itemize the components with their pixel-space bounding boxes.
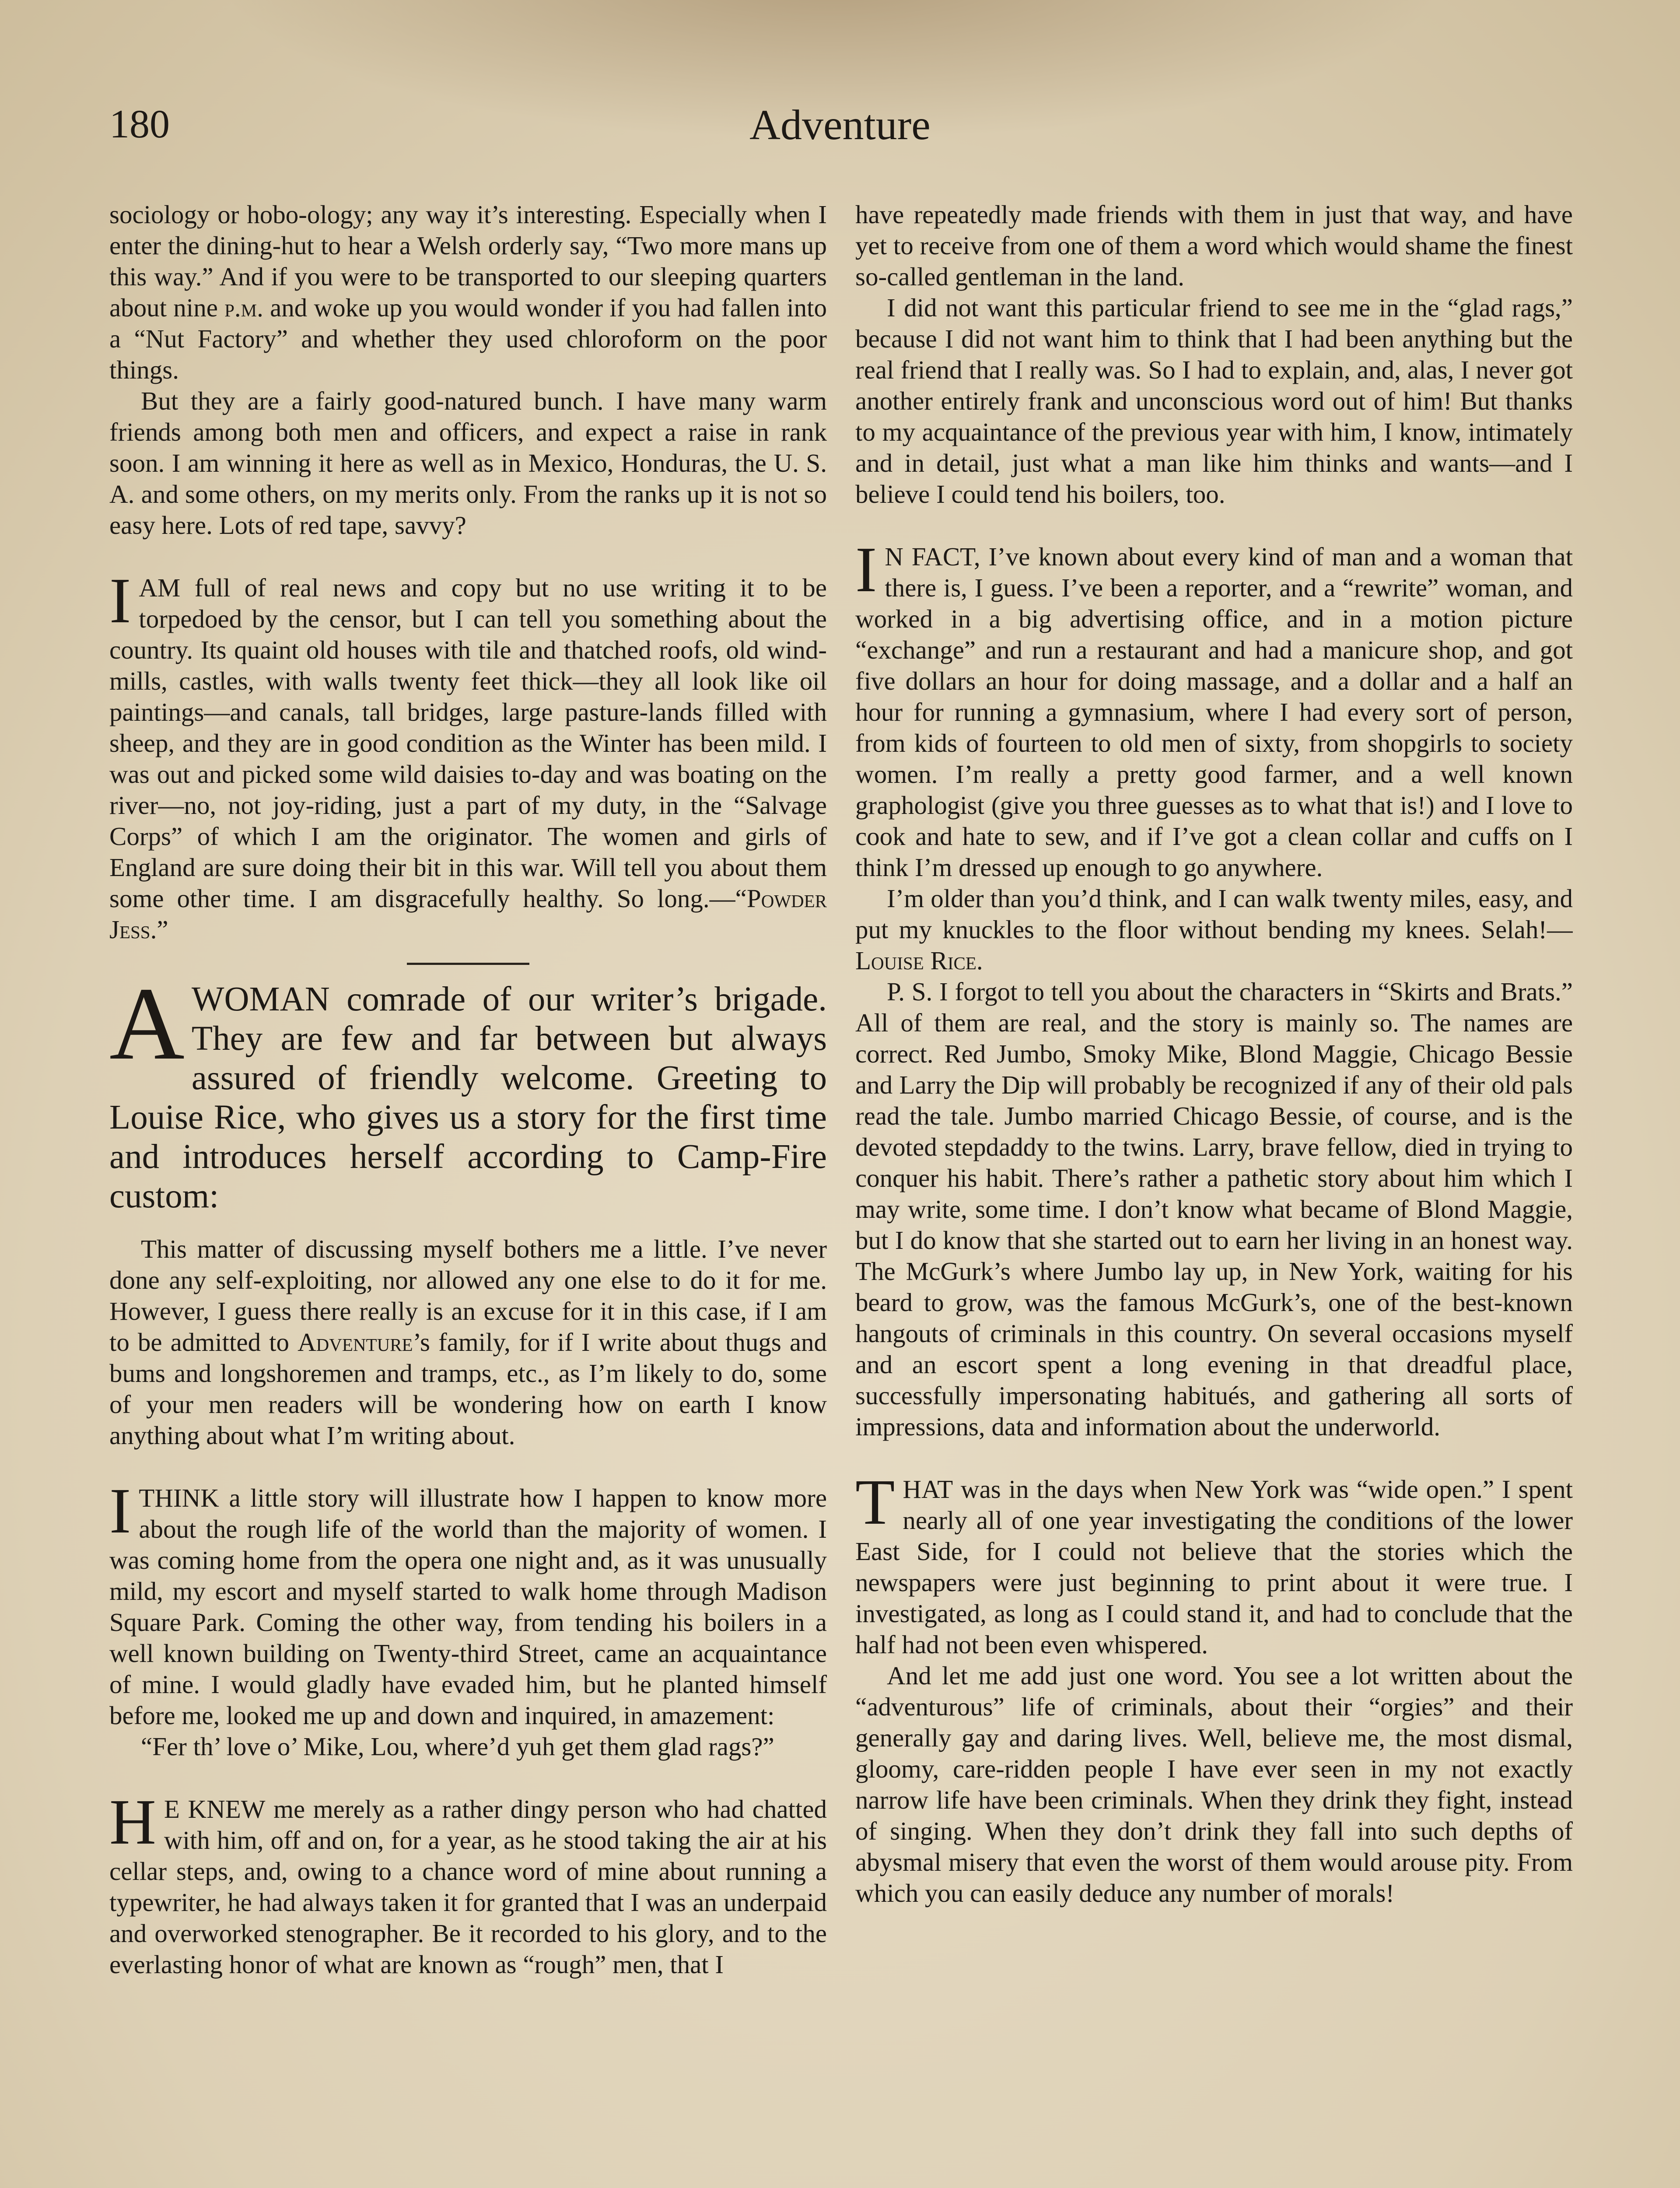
right-column <box>855 199 1573 2188</box>
left-paragraph-4: This matter of discussing myself bothers me a little. I’ve never done any self-exploiting, nor allowed any one else to do it for me. However, I guess there really is an excuse for it in this case, if I am to be admitted to Adventure’s family, for if I write about thugs and bums and longshoremen and tramps, etc., as I’m likely to do, some of your men readers will be wondering how on earth I know anything about what I’m writing about. <box>109 1234 827 1450</box>
editor-introduction: AWOMAN comrade of our writer’s brigade. They are few and far between but always assured of friendly welcome. Greeting to Louise Rice, who gives us a story for the first time and introduces herself according to Camp-Fire custom: <box>109 966 827 1215</box>
magazine-name: Adventure <box>298 1328 413 1357</box>
drop-cap: T <box>855 1466 895 1538</box>
left-column <box>109 199 827 2188</box>
signature: Louise Rice <box>855 946 976 975</box>
page-number: 180 <box>109 102 170 146</box>
right-paragraph-5: P. S. I forgot to tell you about the characters in “Skirts and Brats.” All of them are real, and the story is mainly so. The names are correct. Red Jumbo, Smoky Mike, Blond Maggie, Chicago Bessie and Larry the Dip will probably be recognized if any of their old pals read the tale. Jumbo married Chicago Bessie, of course, and is the devoted stepdaddy to the twins. Larry, brave fellow, died in trying to conquer his habit. There’s rather a pathetic story about him which I may write, some time. I don’t know what became of Blond Maggie, but I do know that she started out to earn her living in an honest way. The McGurk’s where Jumbo lay up, in New York, waiting for his beard to grow, was the famous McGurk’s, one of the best-known hangouts of criminals in this country. On several occasions myself and an escort spent a long evening in that dreadful place, successfully impersonating habitués, and gathering all sorts of impressions, data and information about the underworld. <box>855 977 1573 1441</box>
left-paragraph-1: sociology or hobo-ology; any way it’s interesting. Especially when I enter the dining-hut to hear a Welsh orderly say, “Two more mans up this way.” And if you were to be transported to our sleeping quarters about nine p.m. and woke up you would wonder if you had fallen into a “Nut Factory” and whether they used chloroform on the poor things. <box>109 200 827 384</box>
page-header <box>109 88 1571 158</box>
left-paragraph-3: IAM full of real news and copy but no use writing it to be torpedoed by the censor, but I can tell you something about the country. Its quaint old houses with tile and thatched roofs, old wind-mills, castles, with walls twenty feet thick—they all look like oil paintings—and canals, tall bridges, large pasture-lands filled with sheep, and they are in good condition as the Winter has been mild. I was out and picked some wild daisies to-day and was boating on the river—no, not joy-riding, just a part of my duty, in the “Salvage Corps” of which I am the originator. The women and girls of England are sure doing their bit in this war. Will tell you about them some other time. I am disgracefully healthy. So long.—“Powder Jess.” <box>109 565 827 944</box>
drop-cap: A <box>109 966 185 1081</box>
right-paragraph-1: have repeatedly made friends with them in just that way, and have yet to receive from one of them a word which would shame the finest so-called gentleman in the land. <box>855 200 1573 291</box>
right-paragraph-7: And let me add just one word. You see a lot written about the “adventurous” life of criminals, about their “orgies” and their generally gay and daring lives. Well, believe me, the most dismal, gloomy, care-ridden people I have ever seen in my not exactly narrow life have been criminals. When they drink they fight, instead of singing. When they don’t drink they fall into such depths of abysmal misery that even the worst of them would arouse pity. From which you can easily deduce any number of morals! <box>855 1661 1573 1907</box>
drop-cap: I <box>109 565 131 637</box>
drop-cap: I <box>109 1475 131 1547</box>
right-paragraph-2: I did not want this particular friend to see me in the “glad rags,” because I did not want him to think that I had been anything but the real friend that I really was. So I had to explain, and, alas, I never got another entirely frank and unconscious word out of him! But thanks to my acquaintance of the previous year with him, I know, intimately and in detail, just what a man like him thinks and wants—and I believe I could tend his boilers, too. <box>855 293 1573 508</box>
magazine-title: Adventure <box>749 102 931 149</box>
signature: Powder Jess <box>109 884 827 944</box>
right-paragraph-6: THAT was in the days when New York was “wide open.” I spent nearly all of one year investigating the conditions of the lower East Side, for I could not believe that the stories which the newspapers were just beginning to print about it were true. I investigated, as long as I could stand it, and had to conclude that the half had not been even whispered. <box>855 1466 1573 1659</box>
left-paragraph-2: But they are a fairly good-natured bunch. I have many warm friends among both men and officers, and expect a raise in rank soon. I am winning it here as well as in Mexico, Honduras, the U. S. A. and some others, on my merits only. From the ranks up it is not so easy here. Lots of red tape, savvy? <box>109 386 827 540</box>
section-divider <box>407 963 529 965</box>
drop-cap: I <box>855 534 877 606</box>
drop-cap: H <box>109 1786 156 1858</box>
left-paragraph-7: H E KNEW me merely as a rather dingy person who had chatted with him, off and on, for a year, as he stood taking the air at his cellar steps, and, owing to a chance word of mine about running a typewriter, he had always taken it for granted that I was an underpaid and overworked stenographer. Be it recorded to his glory, and to the everlasting honor of what are known as “rough” men, that I <box>109 1786 827 1979</box>
left-paragraph-6: “Fer th’ love o’ Mike, Lou, where’d yuh get them glad rags?” <box>141 1732 774 1761</box>
right-paragraph-3: I N FACT, I’ve known about every kind of man and a woman that there is, I guess. I’ve been a reporter, and a “rewrite” woman, and worked in a big advertising office, and in a motion picture “exchange” and run a restaurant and had a manicure shop, and got five dollars an hour for doing massage, and a dollar and a half an hour for running a gymnasium, where I had every sort of person, from kids of fourteen to old men of sixty, from shopgirls to society women. I’m really a pretty good farmer, and a well known graphologist (give you three guesses as to what that is!) and I love to cook and hate to sew, and if I’ve got a clean collar and cuffs on I think I’m dressed up enough to go anywhere. <box>855 534 1573 882</box>
right-paragraph-4: I’m older than you’d think, and I can walk twenty miles, easy, and put my knuckles to the floor without bending my knees. Selah!—Louise Rice. <box>855 884 1573 975</box>
left-paragraph-5: ITHINK a little story will illustrate how I happen to know more about the rough life of the world than the majority of women. I was coming home from the opera one night and, as it was unusually mild, my escort and myself started to walk home through Madison Square Park. Coming the other way, from tending his boilers in a well known building on Twenty-third Street, came an acquaintance of mine. I would gladly have evaded him, but he planted himself before me, looked me up and down and inquired, in amazement: <box>109 1475 827 1730</box>
